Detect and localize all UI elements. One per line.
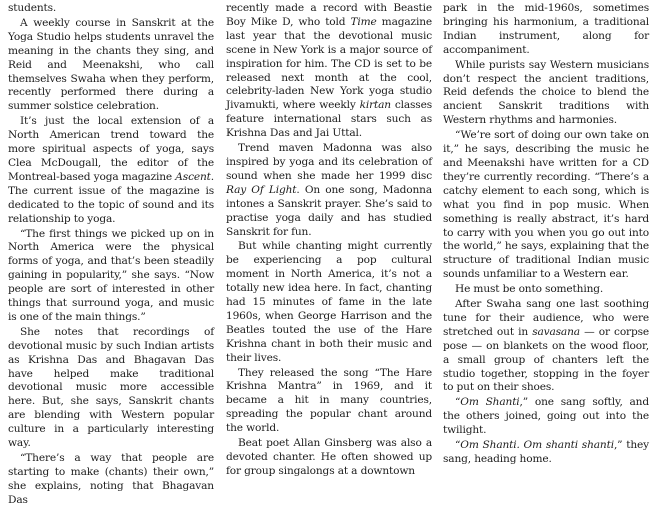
text-run: classes feature international stars such as Krishna Das and Jai Uttal. (226, 99, 432, 140)
article-paragraph (8, 326, 214, 451)
article-paragraph (443, 298, 649, 395)
article-paragraph (226, 240, 432, 365)
article-paragraph (8, 228, 214, 325)
italic-text: savasana (532, 325, 580, 338)
text-run: magazine last year that the devotional music scene in New York is a major source of inspiration for him. The CD is set to be released next month at the cool, celebrity-laden New York yoga studio Jivamukti, where weekly (226, 15, 432, 112)
text-run: While purists say Western musicians don’t respect the ancient traditions, Reid defends the choice to blend the ancient Sanskrit traditions with Western rhythms and harmonies. (443, 58, 649, 127)
text-run: ,” one sang softly, and the others joined, going out into the twilight. (443, 396, 649, 437)
italic-text: Time (350, 15, 377, 28)
article-paragraph (226, 2, 432, 141)
article-paragraph (443, 59, 649, 129)
text-run: recently made a record with Beastie Boy Mike D, who told (226, 2, 432, 28)
article-paragraph (226, 142, 432, 239)
text-run: “ (455, 396, 461, 409)
text-run: “We’re sort of doing our own take on it,” he says, describing the music he and Meenakshi have written for a CD they’re currently recording. “There’s a catchy element to each song, which is what you find in pop music. When something is really abstract, it’s hard to carry with you when you go out into the world,” he says, explaining that the structure of traditional Indian music sounds unfamiliar to a Western ear. (443, 129, 649, 281)
text-run: But while chanting might currently be experiencing a pop cultural moment in North America, it’s not a totally new idea here. In fact, chanting had 15 minutes of fame in the late 1960s, when George Harrison and the Beatles touted the use of the Hare Krishna chant in both their music and their lives. (226, 240, 432, 364)
article-column-2 (226, 2, 432, 479)
text-run: She notes that recordings of devotional music by such Indian artists as Krishna Das and Bhagavan Das have helped make traditional devotional music more accessible here. But, she says, Sanskrit chants are blending with Western popular culture in a particularly interesting way. (8, 325, 214, 450)
article-paragraph (226, 437, 432, 479)
text-run: After Swaha sang one last soothing tune for their audience, who were stretched out in (443, 298, 649, 338)
text-run: ,” they sang, heading home. (443, 439, 650, 465)
text-run: Trend maven Madonna was also inspired by yoga and its celebration of sound when she made her 1999 disc (226, 142, 432, 182)
text-run: They released the song “The Hare Krishna Mantra” in 1969, and it became a hit in many countries, spreading the popular chant around the world. (226, 366, 432, 435)
text-run: . The current issue of the magazine is dedicated to the topic of sound and its relationship to yoga. (8, 170, 214, 225)
italic-text: Om Shanti. Om shanti shanti (460, 439, 614, 452)
text-run: Beat poet Allan Ginsberg was also a devoted chanter. He often showed up for group singalongs at a downtown (226, 437, 432, 477)
text-run: A weekly course in Sanskrit at the Yoga Studio helps students unravel the meaning in the chants they sing, and Reid and Meenakshi, who call themselves Swaha when they perform, recently performed there during a summer solstice celebration. (8, 16, 214, 113)
italic-text: Ascent (175, 170, 211, 183)
text-run: — or corpse pose — on blankets on the wood floor, a small group of chanters left the studio together, stopping in the foyer to put on their shoes. (443, 325, 650, 394)
italic-text: Om Shanti (460, 396, 520, 409)
text-run: “There’s a way that people are starting to make (chants) their own,” she explains, noting that Bhagavan Das (8, 452, 214, 506)
text-run: . On one song, Madonna intones a Sanskrit prayer. She’s said to practise yoga daily and has studied Sanskrit for fun. (226, 183, 432, 238)
article-paragraph (443, 283, 649, 297)
text-run: He must be onto something. (455, 283, 604, 296)
article-paragraph (226, 367, 432, 437)
text-run: It’s just the local extension of a North American trend toward the more spiritual aspects of yoga, says Clea McDougall, the editor of the Montreal-based yoga magazine (8, 115, 214, 183)
article-paragraph (8, 2, 214, 16)
italic-text: kirtan (359, 99, 391, 112)
italic-text: Ray Of Light (226, 183, 297, 196)
text-run: park in the mid-1960s, sometimes bringing his harmonium, a traditional Indian instrument, along for accompaniment. (443, 2, 649, 56)
article-paragraph (443, 2, 649, 58)
article-column-1 (8, 2, 214, 508)
article-paragraph (8, 452, 214, 508)
article-paragraph (443, 439, 649, 467)
article-paragraph (443, 129, 649, 282)
article-paragraph (8, 17, 214, 114)
article-column-3 (443, 2, 649, 467)
text-run: students. (8, 2, 57, 14)
text-run: “The first things we picked up on in North America were the physical forms of yoga, and that’s been steadily gaining in popularity,” she says. “Now people are sort of interested in other things that surround yoga, and music is one of the main things.” (8, 227, 214, 323)
article-paragraph (443, 396, 649, 438)
article-paragraph (8, 115, 214, 226)
text-run: “ (455, 439, 461, 452)
